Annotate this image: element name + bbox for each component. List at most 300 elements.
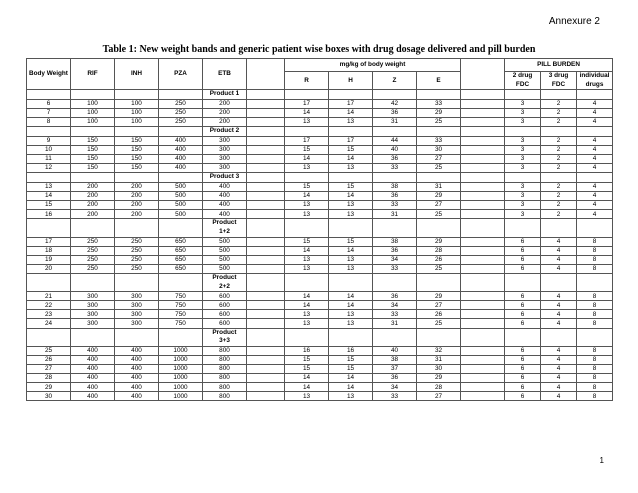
table-row (27, 136, 613, 145)
header-inh: INH (115, 59, 159, 90)
cell-etb: 800 (203, 374, 247, 383)
cell-rif: 400 (71, 365, 115, 374)
spacer-cell (461, 155, 505, 164)
cell-inh: 400 (115, 355, 159, 364)
cell-rif: 150 (71, 164, 115, 173)
cell-body-weight: 16 (27, 210, 71, 219)
cell-three-drug-fdc: 4 (541, 383, 577, 392)
cell-inh: 150 (115, 145, 159, 154)
cell-two-drug-fdc: 3 (505, 136, 541, 145)
empty-cell (159, 127, 203, 137)
cell-body-weight: 14 (27, 191, 71, 200)
header-mgkg: mg/kg of body weight (285, 59, 461, 72)
spacer-cell (247, 191, 285, 200)
product-label (203, 173, 247, 183)
cell-two-drug-fdc: 3 (505, 191, 541, 200)
cell-z: 31 (373, 319, 417, 328)
cell-inh: 200 (115, 210, 159, 219)
spacer-cell (461, 191, 505, 200)
cell-three-drug-fdc: 2 (541, 182, 577, 191)
header-h: H (329, 72, 373, 90)
empty-cell (71, 328, 115, 346)
cell-individual-drugs: 8 (577, 374, 613, 383)
spacer-cell (461, 301, 505, 310)
cell-z: 36 (373, 109, 417, 118)
cell-rif: 100 (71, 118, 115, 127)
cell-inh: 400 (115, 383, 159, 392)
cell-r: 13 (285, 264, 329, 273)
header-2-drug-fdc: 2 drug FDC (505, 72, 541, 90)
cell-two-drug-fdc: 6 (505, 374, 541, 383)
table-row (27, 191, 613, 200)
cell-z: 36 (373, 191, 417, 200)
product-row (27, 328, 613, 346)
cell-individual-drugs: 8 (577, 246, 613, 255)
cell-inh: 200 (115, 201, 159, 210)
empty-cell (373, 328, 417, 346)
empty-cell (541, 173, 577, 183)
cell-body-weight: 29 (27, 383, 71, 392)
cell-two-drug-fdc: 6 (505, 237, 541, 246)
cell-body-weight: 7 (27, 109, 71, 118)
empty-cell (71, 273, 115, 291)
cell-pza: 750 (159, 292, 203, 301)
empty-cell (115, 90, 159, 100)
cell-pza: 650 (159, 255, 203, 264)
empty-cell (577, 90, 613, 100)
cell-z: 31 (373, 210, 417, 219)
cell-individual-drugs: 8 (577, 355, 613, 364)
empty-cell (285, 273, 329, 291)
cell-rif: 200 (71, 182, 115, 191)
cell-h: 13 (329, 319, 373, 328)
spacer-cell (461, 264, 505, 273)
product-label-line: Product 3 (209, 173, 240, 181)
cell-two-drug-fdc: 6 (505, 355, 541, 364)
cell-etb: 200 (203, 118, 247, 127)
cell-two-drug-fdc: 3 (505, 145, 541, 154)
empty-cell (417, 219, 461, 237)
cell-r: 14 (285, 374, 329, 383)
empty-cell (461, 273, 505, 291)
cell-z: 38 (373, 182, 417, 191)
cell-e: 28 (417, 383, 461, 392)
cell-rif: 300 (71, 310, 115, 319)
empty-cell (417, 127, 461, 137)
header-rif: RIF (71, 59, 115, 90)
product-row (27, 173, 613, 183)
empty-cell (27, 90, 71, 100)
cell-h: 15 (329, 365, 373, 374)
spacer-cell (247, 301, 285, 310)
table-row (27, 164, 613, 173)
empty-cell (159, 328, 203, 346)
spacer-cell (247, 109, 285, 118)
cell-body-weight: 18 (27, 246, 71, 255)
cell-individual-drugs: 4 (577, 118, 613, 127)
cell-individual-drugs: 4 (577, 191, 613, 200)
table-row (27, 246, 613, 255)
table-row (27, 255, 613, 264)
cell-r: 15 (285, 145, 329, 154)
cell-z: 33 (373, 392, 417, 401)
spacer-cell (461, 210, 505, 219)
cell-pza: 1000 (159, 355, 203, 364)
empty-cell (417, 273, 461, 291)
cell-three-drug-fdc: 4 (541, 301, 577, 310)
cell-r: 17 (285, 136, 329, 145)
empty-cell (247, 328, 285, 346)
cell-two-drug-fdc: 6 (505, 346, 541, 355)
spacer-cell (461, 145, 505, 154)
cell-inh: 300 (115, 310, 159, 319)
cell-two-drug-fdc: 3 (505, 118, 541, 127)
cell-h: 13 (329, 201, 373, 210)
cell-h: 17 (329, 136, 373, 145)
spacer-cell (247, 355, 285, 364)
empty-cell (541, 273, 577, 291)
spacer-cell (247, 319, 285, 328)
product-row (27, 273, 613, 291)
cell-two-drug-fdc: 6 (505, 301, 541, 310)
table-row (27, 155, 613, 164)
cell-etb: 800 (203, 346, 247, 355)
spacer-cell (461, 237, 505, 246)
cell-pza: 250 (159, 99, 203, 108)
cell-h: 13 (329, 164, 373, 173)
empty-cell (577, 127, 613, 137)
cell-individual-drugs: 4 (577, 99, 613, 108)
cell-etb: 800 (203, 392, 247, 401)
empty-cell (115, 219, 159, 237)
spacer-cell (461, 383, 505, 392)
cell-body-weight: 26 (27, 355, 71, 364)
cell-r: 13 (285, 118, 329, 127)
cell-three-drug-fdc: 2 (541, 210, 577, 219)
table-row (27, 365, 613, 374)
cell-h: 14 (329, 109, 373, 118)
cell-pza: 400 (159, 155, 203, 164)
header-pill-burden: PILL BURDEN (505, 59, 613, 72)
cell-three-drug-fdc: 4 (541, 264, 577, 273)
cell-two-drug-fdc: 3 (505, 109, 541, 118)
cell-rif: 250 (71, 237, 115, 246)
cell-h: 15 (329, 237, 373, 246)
cell-individual-drugs: 4 (577, 145, 613, 154)
cell-inh: 300 (115, 292, 159, 301)
empty-cell (285, 173, 329, 183)
cell-individual-drugs: 8 (577, 319, 613, 328)
cell-rif: 400 (71, 346, 115, 355)
cell-body-weight: 13 (27, 182, 71, 191)
cell-three-drug-fdc: 2 (541, 99, 577, 108)
empty-cell (329, 328, 373, 346)
cell-r: 15 (285, 237, 329, 246)
spacer-cell (461, 355, 505, 364)
product-label-line: 3+3 (219, 337, 230, 345)
cell-body-weight: 6 (27, 99, 71, 108)
product-row (27, 219, 613, 237)
cell-body-weight: 25 (27, 346, 71, 355)
cell-rif: 300 (71, 301, 115, 310)
cell-h: 14 (329, 383, 373, 392)
empty-cell (541, 328, 577, 346)
cell-three-drug-fdc: 4 (541, 374, 577, 383)
cell-three-drug-fdc: 4 (541, 255, 577, 264)
product-label-line: Product (212, 273, 237, 281)
spacer-cell (247, 264, 285, 273)
cell-z: 36 (373, 246, 417, 255)
cell-body-weight: 24 (27, 319, 71, 328)
cell-r: 15 (285, 182, 329, 191)
cell-inh: 400 (115, 365, 159, 374)
cell-two-drug-fdc: 6 (505, 246, 541, 255)
cell-individual-drugs: 4 (577, 155, 613, 164)
cell-two-drug-fdc: 6 (505, 292, 541, 301)
empty-cell (285, 328, 329, 346)
empty-cell (373, 127, 417, 137)
empty-cell (115, 127, 159, 137)
empty-cell (71, 90, 115, 100)
cell-etb: 800 (203, 365, 247, 374)
table-row (27, 392, 613, 401)
empty-cell (159, 273, 203, 291)
empty-cell (329, 173, 373, 183)
cell-two-drug-fdc: 3 (505, 164, 541, 173)
cell-etb: 300 (203, 164, 247, 173)
cell-r: 14 (285, 383, 329, 392)
cell-pza: 500 (159, 210, 203, 219)
empty-cell (285, 127, 329, 137)
empty-cell (115, 173, 159, 183)
cell-body-weight: 12 (27, 164, 71, 173)
header-individual-drugs: individual drugs (577, 72, 613, 90)
cell-pza: 400 (159, 145, 203, 154)
spacer-cell (247, 292, 285, 301)
cell-body-weight: 21 (27, 292, 71, 301)
cell-h: 16 (329, 346, 373, 355)
cell-h: 14 (329, 246, 373, 255)
empty-cell (247, 173, 285, 183)
cell-body-weight: 11 (27, 155, 71, 164)
cell-individual-drugs: 4 (577, 164, 613, 173)
annexure-label: Annexure 2 (548, 16, 600, 27)
cell-r: 14 (285, 155, 329, 164)
cell-z: 34 (373, 383, 417, 392)
cell-individual-drugs: 8 (577, 237, 613, 246)
cell-etb: 200 (203, 99, 247, 108)
cell-rif: 200 (71, 201, 115, 210)
cell-individual-drugs: 8 (577, 365, 613, 374)
cell-e: 30 (417, 145, 461, 154)
empty-cell (247, 127, 285, 137)
cell-three-drug-fdc: 2 (541, 136, 577, 145)
cell-three-drug-fdc: 2 (541, 145, 577, 154)
cell-three-drug-fdc: 2 (541, 201, 577, 210)
empty-cell (461, 328, 505, 346)
table-title: Table 1: New weight bands and generic patient wise boxes with drug dosage delivered and pill burden (102, 44, 536, 55)
spacer-cell (247, 201, 285, 210)
cell-inh: 250 (115, 246, 159, 255)
cell-body-weight: 19 (27, 255, 71, 264)
empty-cell (159, 219, 203, 237)
table-row (27, 210, 613, 219)
cell-two-drug-fdc: 3 (505, 99, 541, 108)
cell-two-drug-fdc: 6 (505, 319, 541, 328)
empty-cell (373, 90, 417, 100)
cell-inh: 400 (115, 346, 159, 355)
empty-cell (27, 173, 71, 183)
cell-z: 38 (373, 237, 417, 246)
header-e: E (417, 72, 461, 90)
cell-r: 13 (285, 319, 329, 328)
cell-etb: 800 (203, 383, 247, 392)
cell-e: 29 (417, 237, 461, 246)
product-label (203, 219, 247, 237)
product-label (203, 328, 247, 346)
cell-r: 13 (285, 164, 329, 173)
cell-rif: 300 (71, 319, 115, 328)
product-row (27, 127, 613, 137)
cell-r: 13 (285, 255, 329, 264)
empty-cell (505, 273, 541, 291)
table-row (27, 264, 613, 273)
cell-inh: 100 (115, 109, 159, 118)
cell-pza: 750 (159, 301, 203, 310)
cell-rif: 150 (71, 155, 115, 164)
cell-body-weight: 9 (27, 136, 71, 145)
table-row (27, 118, 613, 127)
cell-h: 14 (329, 155, 373, 164)
cell-z: 37 (373, 365, 417, 374)
cell-h: 14 (329, 301, 373, 310)
cell-pza: 650 (159, 237, 203, 246)
cell-rif: 150 (71, 136, 115, 145)
empty-cell (505, 127, 541, 137)
cell-r: 13 (285, 392, 329, 401)
cell-pza: 1000 (159, 365, 203, 374)
cell-body-weight: 27 (27, 365, 71, 374)
cell-z: 31 (373, 118, 417, 127)
cell-e: 29 (417, 292, 461, 301)
cell-individual-drugs: 4 (577, 182, 613, 191)
cell-z: 34 (373, 301, 417, 310)
empty-cell (159, 90, 203, 100)
cell-h: 14 (329, 292, 373, 301)
cell-two-drug-fdc: 3 (505, 182, 541, 191)
cell-individual-drugs: 8 (577, 264, 613, 273)
empty-cell (577, 328, 613, 346)
cell-inh: 100 (115, 99, 159, 108)
cell-three-drug-fdc: 2 (541, 118, 577, 127)
table-row (27, 319, 613, 328)
cell-e: 27 (417, 301, 461, 310)
empty-cell (541, 90, 577, 100)
spacer-cell (461, 392, 505, 401)
cell-body-weight: 10 (27, 145, 71, 154)
cell-h: 14 (329, 191, 373, 200)
cell-h: 13 (329, 392, 373, 401)
header-etb: ETB (203, 59, 247, 90)
cell-rif: 400 (71, 355, 115, 364)
empty-cell (27, 273, 71, 291)
cell-three-drug-fdc: 2 (541, 155, 577, 164)
cell-individual-drugs: 4 (577, 136, 613, 145)
cell-z: 42 (373, 99, 417, 108)
cell-e: 29 (417, 374, 461, 383)
cell-z: 38 (373, 355, 417, 364)
cell-e: 25 (417, 118, 461, 127)
cell-pza: 1000 (159, 392, 203, 401)
spacer-cell (247, 365, 285, 374)
cell-inh: 150 (115, 155, 159, 164)
cell-two-drug-fdc: 3 (505, 201, 541, 210)
cell-e: 33 (417, 99, 461, 108)
spacer-cell (247, 182, 285, 191)
empty-cell (71, 127, 115, 137)
spacer-cell (461, 246, 505, 255)
cell-individual-drugs: 8 (577, 383, 613, 392)
empty-cell (247, 90, 285, 100)
cell-e: 29 (417, 109, 461, 118)
cell-pza: 1000 (159, 383, 203, 392)
empty-cell (461, 127, 505, 137)
cell-h: 13 (329, 118, 373, 127)
cell-rif: 100 (71, 109, 115, 118)
spacer-cell (461, 319, 505, 328)
cell-r: 13 (285, 201, 329, 210)
cell-inh: 200 (115, 182, 159, 191)
cell-individual-drugs: 8 (577, 392, 613, 401)
cell-three-drug-fdc: 4 (541, 292, 577, 301)
cell-pza: 750 (159, 310, 203, 319)
cell-e: 25 (417, 210, 461, 219)
cell-e: 30 (417, 365, 461, 374)
cell-individual-drugs: 4 (577, 201, 613, 210)
empty-cell (373, 173, 417, 183)
cell-three-drug-fdc: 4 (541, 346, 577, 355)
empty-cell (461, 219, 505, 237)
cell-rif: 400 (71, 383, 115, 392)
cell-etb: 400 (203, 210, 247, 219)
dosage-table (26, 58, 613, 401)
spacer-cell (461, 310, 505, 319)
table-row (27, 237, 613, 246)
table-row (27, 201, 613, 210)
spacer-cell (247, 374, 285, 383)
spacer-cell (461, 346, 505, 355)
product-label-line: Product (212, 328, 237, 336)
cell-etb: 600 (203, 301, 247, 310)
empty-cell (373, 273, 417, 291)
cell-r: 14 (285, 292, 329, 301)
spacer-cell (461, 118, 505, 127)
cell-inh: 400 (115, 374, 159, 383)
spacer-cell (461, 374, 505, 383)
empty-cell (329, 273, 373, 291)
table-row (27, 99, 613, 108)
empty-cell (247, 219, 285, 237)
cell-etb: 600 (203, 319, 247, 328)
cell-rif: 100 (71, 99, 115, 108)
cell-e: 31 (417, 182, 461, 191)
cell-body-weight: 22 (27, 301, 71, 310)
cell-inh: 100 (115, 118, 159, 127)
cell-inh: 300 (115, 319, 159, 328)
table-row (27, 109, 613, 118)
cell-etb: 300 (203, 145, 247, 154)
cell-etb: 500 (203, 255, 247, 264)
